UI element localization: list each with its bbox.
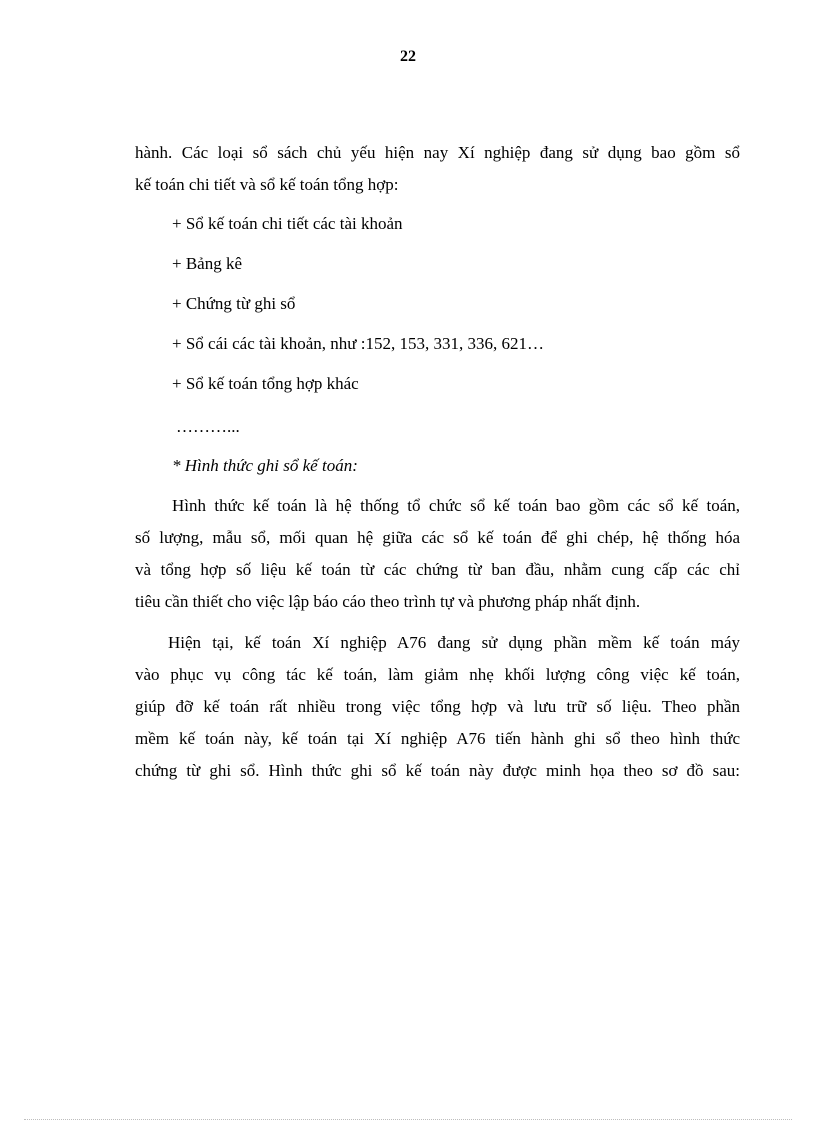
list-item: + Sổ kế toán chi tiết các tài khoản xyxy=(172,214,403,233)
list-item: + Sổ kế toán tổng hợp khác xyxy=(172,374,359,393)
paragraph-line: giúp đỡ kế toán rất nhiều trong việc tổng hợp và lưu trữ số liệu. Theo phần xyxy=(135,697,740,716)
paragraph-line: chứng từ ghi sổ. Hình thức ghi sổ kế toán này được minh họa theo sơ đồ sau: xyxy=(135,761,740,780)
list-ellipsis: ………... xyxy=(176,417,240,436)
list-item: + Sổ cái các tài khoản, như :152, 153, 331, 336, 621… xyxy=(172,334,544,353)
paragraph-line: tiêu cần thiết cho việc lập báo cáo theo trình tự và phương pháp nhất định. xyxy=(135,592,641,611)
paragraph-line: và tổng hợp số liệu kế toán từ các chứng từ ban đầu, nhằm cung cấp các chỉ xyxy=(135,560,740,579)
paragraph-line: vào phục vụ công tác kế toán, làm giảm nhẹ khối lượng công việc kế toán, xyxy=(135,665,740,684)
intro-line-1: hành. Các loại sổ sách chủ yếu hiện nay Xí nghiệp đang sử dụng bao gồm sổ xyxy=(135,143,740,162)
list-item: + Bảng kê xyxy=(172,254,243,273)
page-number: 22 xyxy=(400,48,416,65)
intro-line-2: kế toán chi tiết và sổ kế toán tổng hợp: xyxy=(135,175,399,194)
paragraph-line: Hình thức kế toán là hệ thống tổ chức sổ kế toán bao gồm các sổ kế toán, xyxy=(172,496,740,515)
list-item: + Chứng từ ghi sổ xyxy=(172,294,296,313)
section-heading: * Hình thức ghi sổ kế toán: xyxy=(172,456,358,475)
paragraph-line: Hiện tại, kế toán Xí nghiệp A76 đang sử dụng phần mềm kế toán máy xyxy=(168,633,740,652)
paragraph-line: số lượng, mẫu sổ, mối quan hệ giữa các sổ kế toán để ghi chép, hệ thống hóa xyxy=(135,528,740,547)
paragraph-line: mềm kế toán này, kế toán tại Xí nghiệp A76 tiến hành ghi sổ theo hình thức xyxy=(135,729,740,748)
footer-divider xyxy=(24,1119,792,1120)
